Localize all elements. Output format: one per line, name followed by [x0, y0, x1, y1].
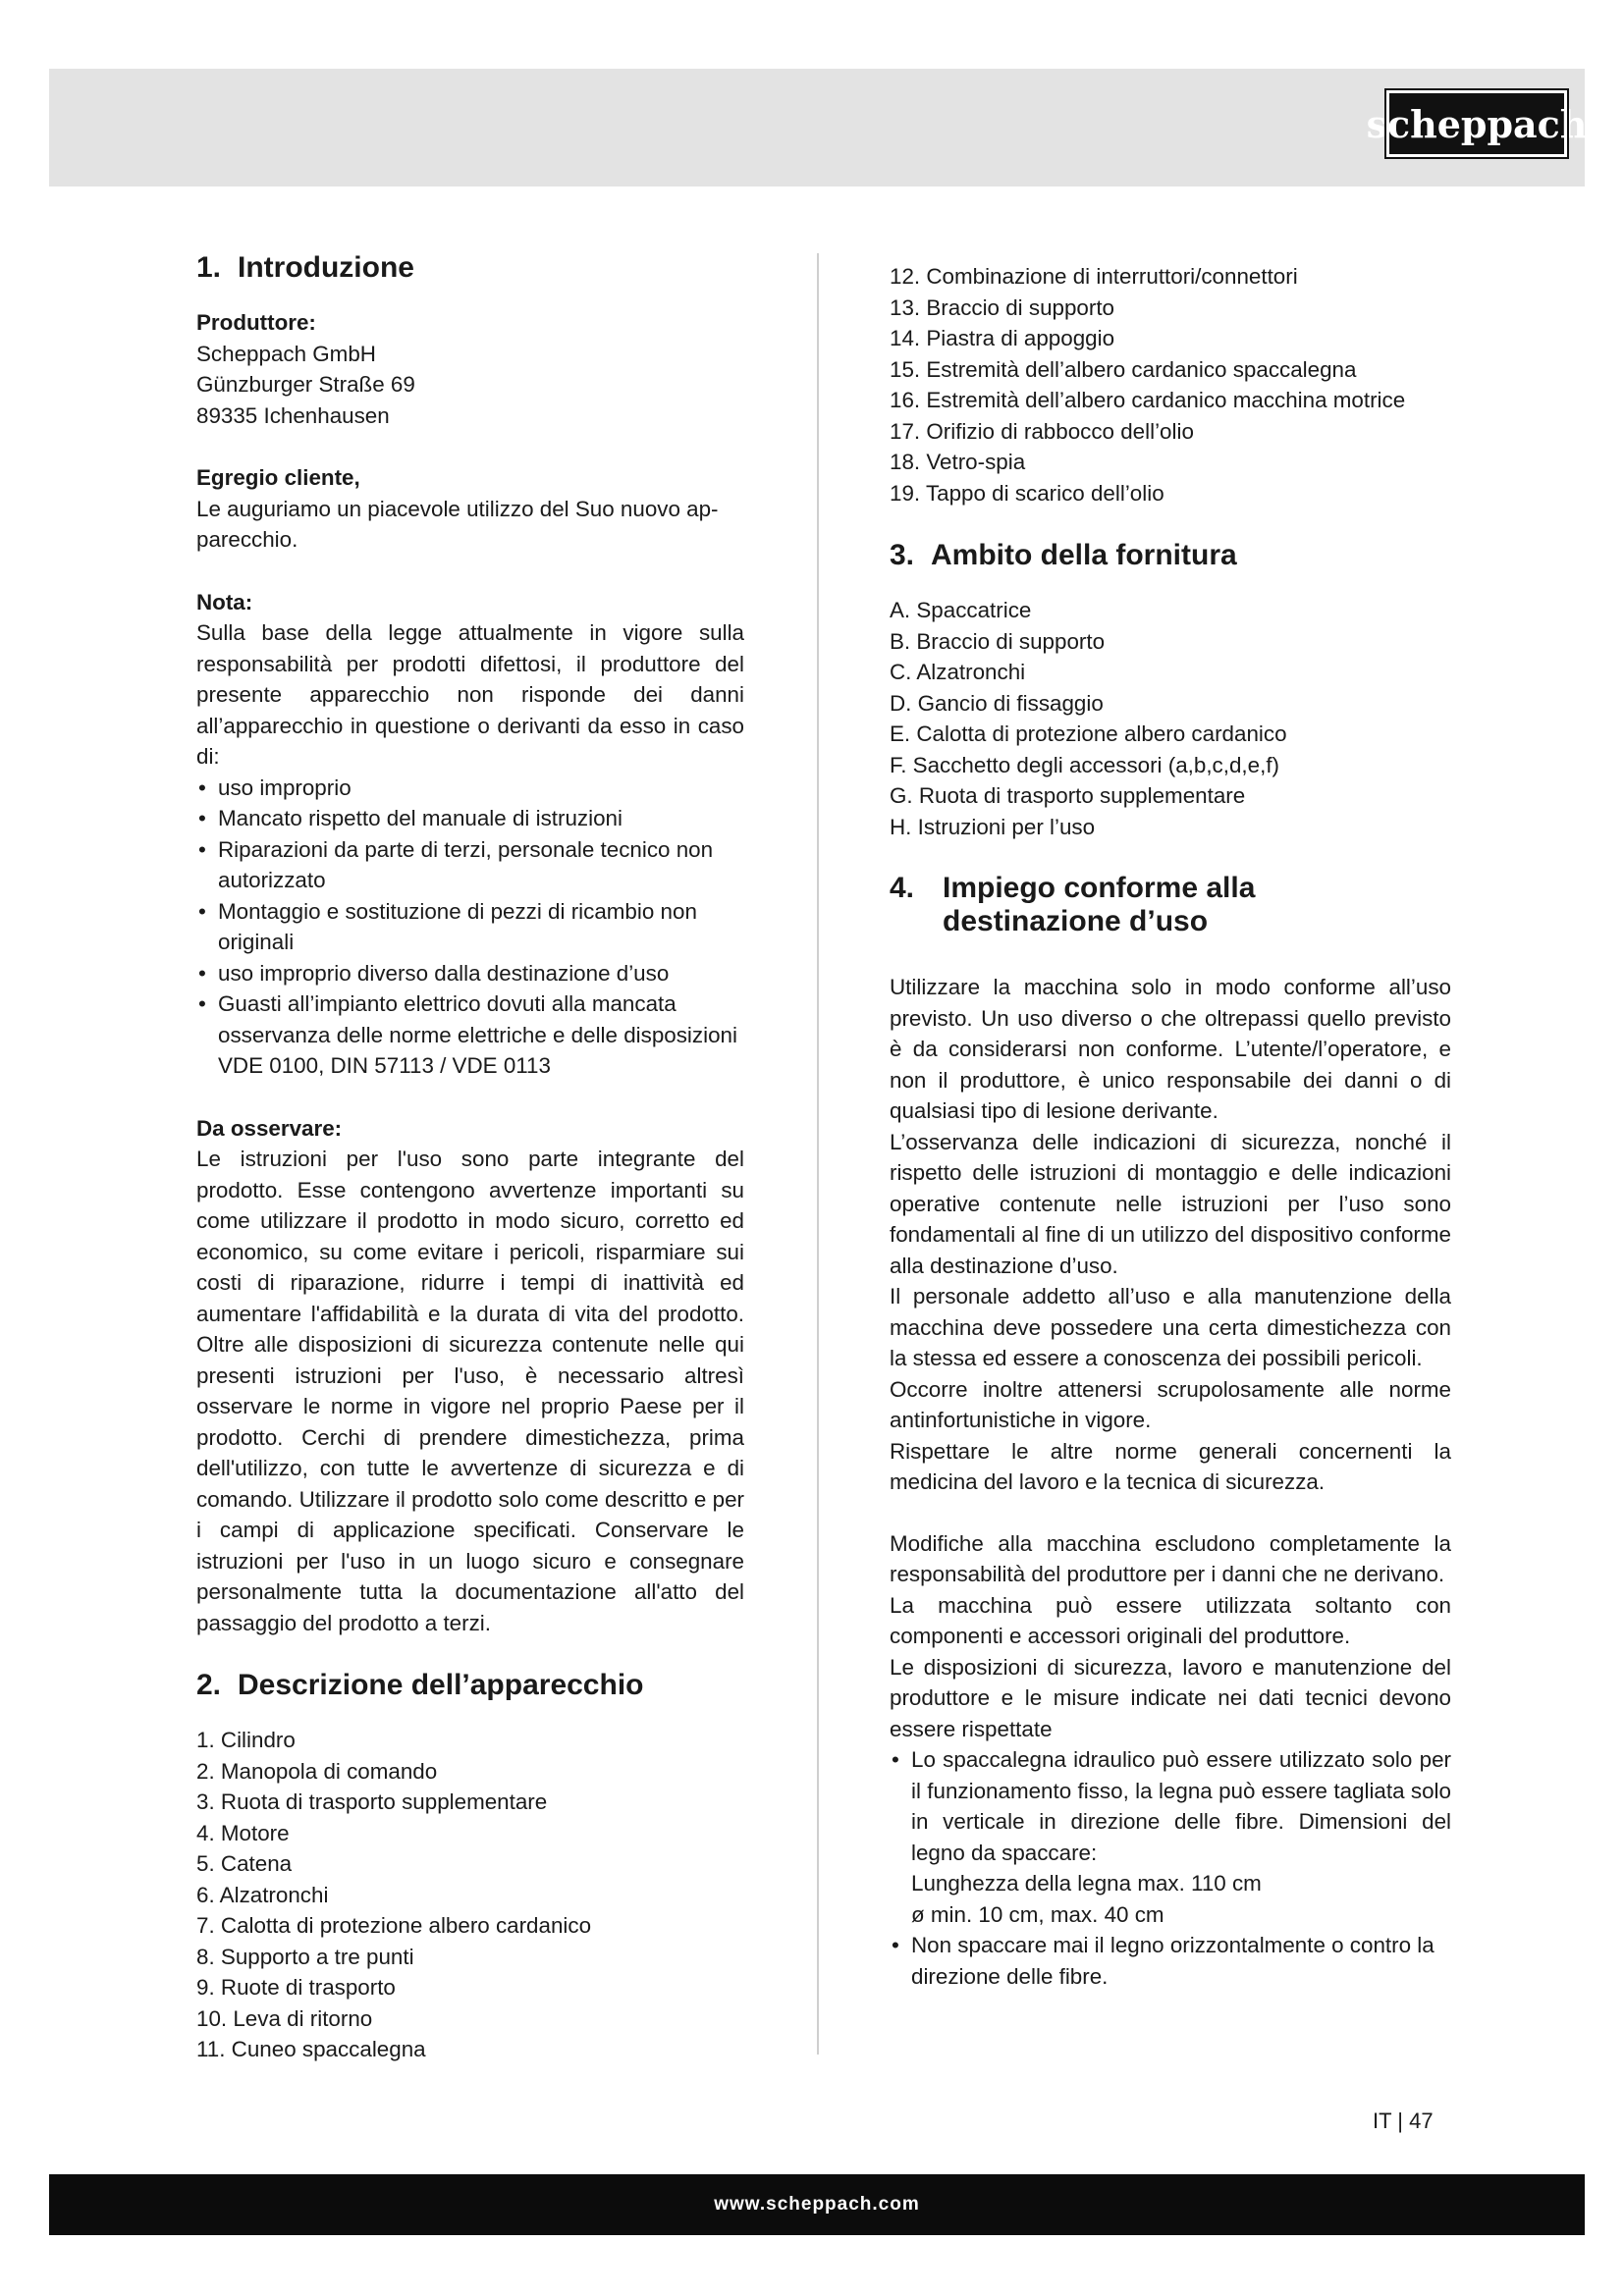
section-4-heading	[890, 872, 1434, 938]
list-item: 8. Supporto a tre punti	[196, 1944, 414, 1969]
list-item: 16. Estremità dell’albero cardanico macchina motrice	[890, 388, 1406, 412]
list-item: 1. Cilindro	[196, 1728, 296, 1752]
list-item: • Riparazioni da parte di terzi, personale tecnico non autorizzato	[196, 834, 744, 896]
observe-label: Da osservare:	[196, 1115, 343, 1141]
paragraph: Occorre inoltre attenersi scrupolosamente alle norme antinfortunistiche in vigore.	[890, 1376, 1451, 1432]
list-item: • Montaggio e sostituzione di pezzi di ricambio non originali	[196, 896, 744, 958]
list-item: • Mancato rispetto del manuale di istruzioni	[196, 803, 744, 834]
greeting-line: Le auguriamo un piacevole utilizzo del Suo nuovo ap-	[196, 496, 719, 521]
right-column	[890, 261, 1451, 1992]
section-number: 4.	[890, 872, 915, 904]
wood-diameter: ø min. 10 cm, max. 40 cm	[911, 1901, 1164, 1927]
left-column	[196, 250, 744, 2065]
greeting-label: Egregio cliente,	[196, 465, 360, 490]
list-item: • Non spaccare mai il legno orizzontalmente o contro la direzione delle fibre.	[890, 1930, 1451, 1992]
list-item: 7. Calotta di protezione albero cardanico	[196, 1913, 592, 1938]
list-item: 2. Manopola di comando	[196, 1758, 438, 1784]
paragraph: L’osservanza delle indicazioni di sicurezza, nonché il rispetto delle istruzioni di montaggio e delle indicazioni operative contenute nelle istruzioni per l’uso sono fondamentali al fine di un utilizzo del dispositivo conforme alla destinazione d’uso.	[890, 1129, 1451, 1278]
list-item: 18. Vetro-spia	[890, 450, 1026, 474]
observe-text: Le istruzioni per l'uso sono parte integrante del prodotto. Esse contengono avvertenze importanti su come utilizzare il prodotto in modo sicuro, corretto ed economico, su come evitare i pericoli, risparmiare sui costi di riparazione, ridurre i tempi di inattività ed aumentare l'affidabilità e la durata di vita del prodotto. Oltre alle disposizioni di sicurezza contenute nelle qui presenti istruzioni per l'uso, è necessario altresì osservare le norme in vigore nel proprio Paese per il prodotto. Cerchi di prendere dimestichezza, prima dell'utilizzo, con tutte le avvertenze di sicurezza e di comando. Utilizzare il prodotto solo come descritto e per i campi di applicazione specificati. Conservare le istruzioni per l'uso in un luogo sicuro e consegnare personalmente tutta la documentazione all'atto del passaggio del prodotto a terzi.	[196, 1147, 744, 1635]
list-item: C. Alzatronchi	[890, 660, 1026, 684]
bullet-text: • Lo spaccalegna idraulico può essere utilizzato solo per il funzionamento fisso, la legna può essere tagliata solo in verticale in direzione delle fibre. Dimensioni del legno da spaccare:	[911, 1747, 1451, 1865]
brand-logo: scheppach	[1386, 90, 1567, 157]
paragraph: Le disposizioni di sicurezza, lavoro e manutenzione del produttore e le misure indicate nei dati tecnici devono essere rispettate	[890, 1654, 1451, 1741]
producer-line: Scheppach GmbH	[196, 341, 376, 366]
greeting-line: parecchio.	[196, 527, 298, 552]
list-item: F. Sacchetto degli accessori (a,b,c,d,e,f)	[890, 752, 1279, 777]
list-item: 6. Alzatronchi	[196, 1882, 329, 1907]
list-item: • Guasti all’impianto elettrico dovuti alla mancata osservanza delle norme elettriche e delle disposizioni VDE 0100, DIN 57113 / VDE 0113	[196, 988, 744, 1082]
list-item: 17. Orifizio di rabbocco dell’olio	[890, 418, 1194, 444]
section-title: Impiego conforme alla destinazione d’uso	[943, 872, 1256, 937]
list-item: • uso improprio	[196, 773, 744, 804]
list-item: 4. Motore	[196, 1820, 290, 1845]
section-title: Ambito della fornitura	[931, 539, 1237, 571]
producer-label: Produttore:	[196, 310, 316, 335]
section-1-heading	[196, 250, 744, 286]
usage-bullets	[890, 1744, 1451, 1992]
note-bullets	[196, 773, 744, 1082]
section-number: 2.	[196, 1669, 222, 1701]
wood-length: Lunghezza della legna max. 110 cm	[911, 1871, 1262, 1896]
paragraph: Utilizzare la macchina solo in modo conforme all’uso previsto. Un uso diverso o che oltrepassi quello previsto è da considerarsi non conforme. L’utente/l’operatore, e non il produttore, è unico responsabile dei danni o di qualsiasi tipo di lesione derivante.	[890, 975, 1451, 1123]
section-number: 3.	[890, 539, 915, 571]
footer-band	[49, 2174, 1585, 2235]
producer-line: 89335 Ichenhausen	[196, 402, 390, 428]
section-3-heading	[890, 538, 1451, 573]
parts-list	[196, 1725, 744, 2065]
column-divider	[817, 253, 819, 2055]
section-2-heading	[196, 1668, 744, 1703]
list-item: 9. Ruote di trasporto	[196, 1975, 396, 2000]
list-item: 12. Combinazione di interruttori/connettori	[890, 264, 1298, 289]
list-item: • uso improprio diverso dalla destinazione d’uso	[196, 958, 744, 989]
note-label: Nota:	[196, 589, 253, 614]
paragraph: Modifiche alla macchina escludono completamente la responsabilità del produttore per i danni che ne derivano.	[890, 1530, 1451, 1586]
list-item: 5. Catena	[196, 1851, 293, 1876]
footer-url-link[interactable]: www.scheppach.com	[714, 2194, 920, 2215]
list-item: 19. Tappo di scarico dell’olio	[890, 480, 1164, 506]
list-item: 14. Piastra di appoggio	[890, 326, 1115, 350]
section-title: Introduzione	[238, 251, 414, 284]
parts-list-continued	[890, 261, 1451, 508]
list-item: 3. Ruota di trasporto supplementare	[196, 1789, 548, 1814]
list-item: 13. Braccio di supporto	[890, 294, 1115, 320]
list-item: 15. Estremità dell’albero cardanico spaccalegna	[890, 356, 1357, 382]
supply-list	[890, 595, 1451, 842]
list-item: 11. Cuneo spaccalegna	[196, 2037, 426, 2061]
page-number: IT | 47	[1373, 2109, 1434, 2133]
list-item: 10. Leva di ritorno	[196, 2005, 373, 2031]
list-item: G. Ruota di trasporto supplementare	[890, 783, 1246, 808]
header-band	[49, 69, 1588, 187]
paragraph: Il personale addetto all’uso e alla manutenzione della macchina deve possedere una certa dimestichezza con la stessa ed essere a conoscenza dei possibili pericoli.	[890, 1284, 1451, 1370]
list-item: B. Braccio di supporto	[890, 628, 1106, 654]
paragraph: La macchina può essere utilizzata soltanto con componenti e accessori originali del produttore.	[890, 1592, 1451, 1648]
list-item	[890, 1744, 1451, 1930]
list-item: D. Gancio di fissaggio	[890, 690, 1104, 716]
list-item: H. Istruzioni per l’uso	[890, 814, 1096, 839]
section-title: Descrizione dell’apparecchio	[238, 1669, 644, 1701]
list-item: A. Spaccatrice	[890, 598, 1032, 622]
section-number: 1.	[196, 251, 222, 284]
note-text: Sulla base della legge attualmente in vigore sulla responsabilità per prodotti difettosi, il produttore del presente apparecchio non risponde dei danni all’apparecchio in questione o derivanti da esso in caso di:	[196, 620, 744, 769]
paragraph: Rispettare le altre norme generali concernenti la medicina del lavoro e la tecnica di sicurezza.	[890, 1438, 1451, 1494]
list-item: E. Calotta di protezione albero cardanico	[890, 721, 1287, 746]
producer-line: Günzburger Straße 69	[196, 372, 415, 397]
